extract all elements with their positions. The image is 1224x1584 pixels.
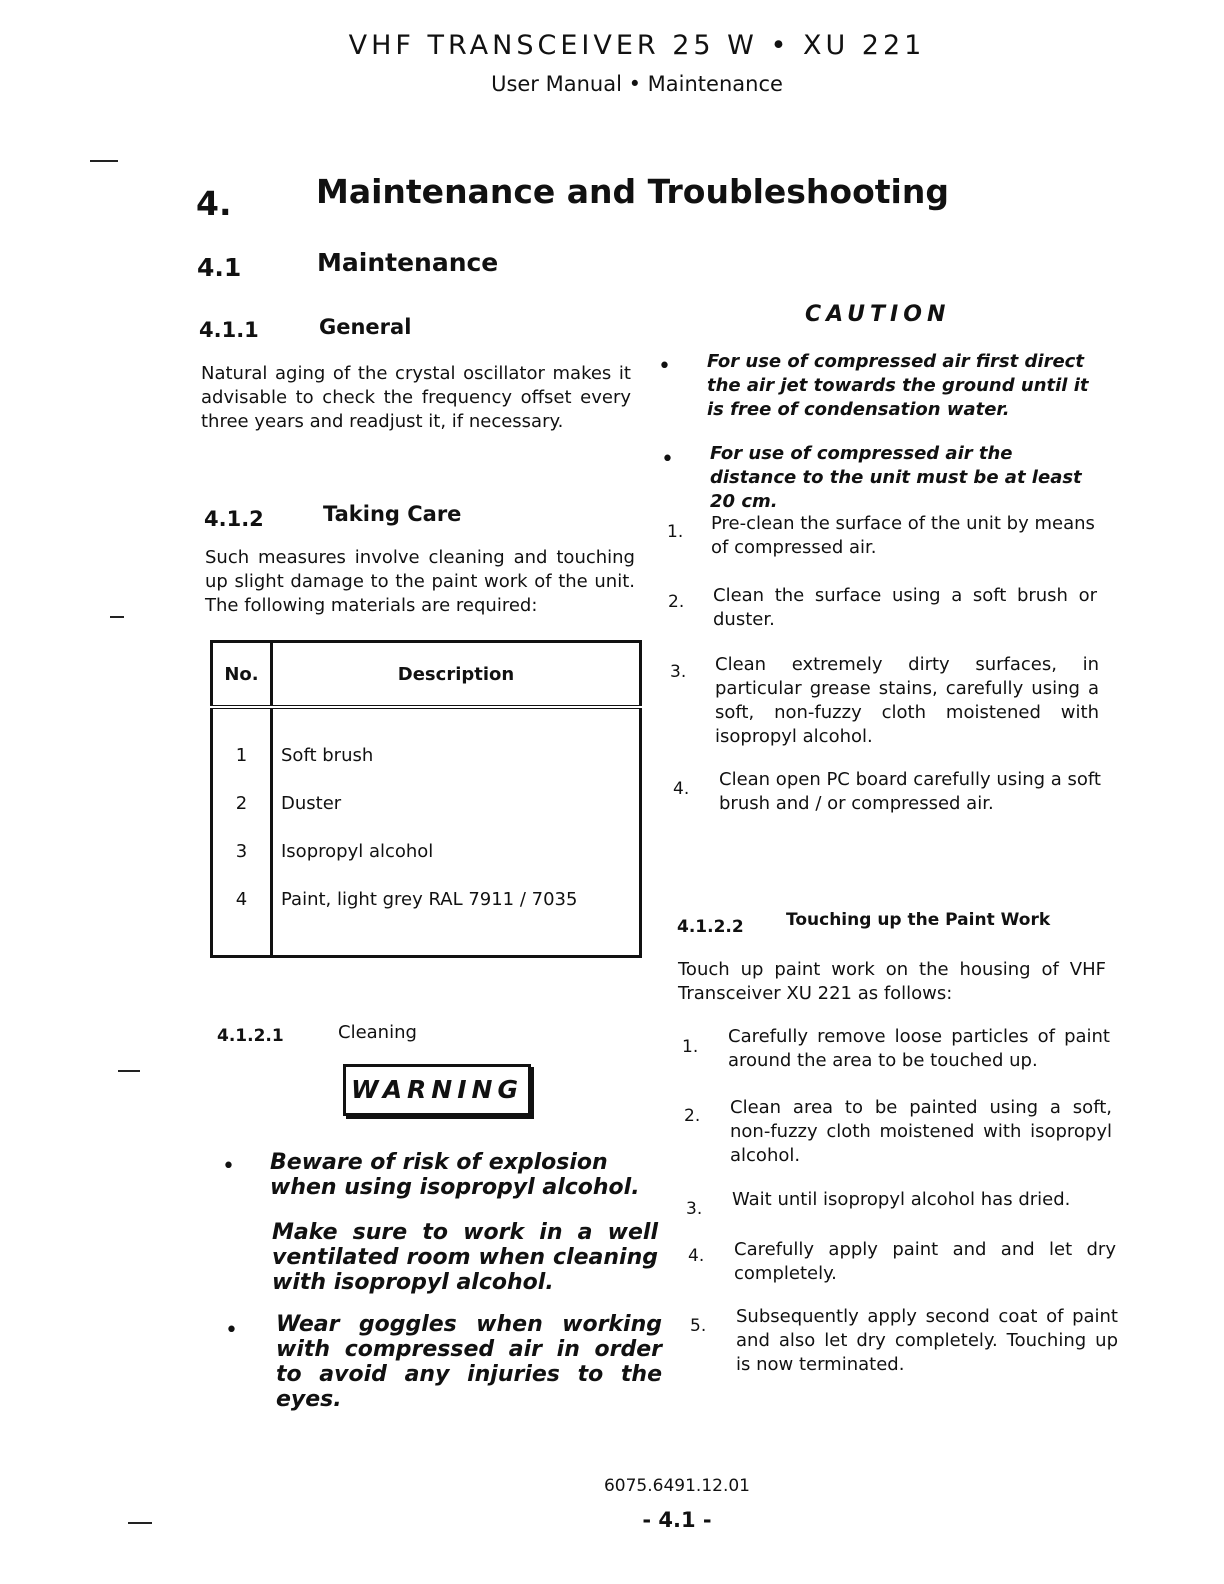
step-number: 1. <box>667 522 684 542</box>
caution-label: CAUTION <box>805 302 951 327</box>
step-number: 4. <box>673 779 690 799</box>
table-cell-description: Soft brush <box>281 744 374 766</box>
step-number: 4. <box>688 1246 705 1266</box>
step-text: Clean extremely dirty surfaces, in particular grease stains, carefully using a soft, non-fuzzy cloth moistened with isopropyl alcohol. <box>715 654 1099 747</box>
warning-bullet: • <box>225 1318 238 1343</box>
table-header-row <box>212 642 641 708</box>
section-title: Maintenance <box>317 248 499 277</box>
document-header-title: VHF TRANSCEIVER 25 W • XU 221 <box>348 30 926 61</box>
step-text: Carefully apply paint and and let dry completely. <box>734 1239 1116 1284</box>
general-text: Natural aging of the crystal oscillator makes it advisable to check the frequency offset every three years and readjust it, if necessary. <box>201 363 631 432</box>
caution-bullet: • <box>658 354 671 379</box>
margin-mark <box>90 160 118 162</box>
step-number: 2. <box>668 592 685 612</box>
warning-bullet: • <box>222 1154 235 1179</box>
table-cell-no: 2 <box>212 779 272 827</box>
general-number: 4.1.1 <box>199 318 259 342</box>
touchup-number: 4.1.2.2 <box>677 917 744 937</box>
touchup-title: Touching up the Paint Work <box>786 910 1051 930</box>
warning-label: WARNING <box>343 1064 531 1116</box>
table-row <box>212 827 641 875</box>
chapter-number: 4. <box>196 184 232 223</box>
step-text: Clean the surface using a soft brush or duster. <box>713 585 1097 630</box>
table-row <box>212 731 641 779</box>
step-text: Carefully remove loose particles of paint around the area to be touched up. <box>728 1026 1110 1071</box>
document-code: 6075.6491.12.01 <box>603 1476 750 1496</box>
warning-text: Beware of risk of explosion when using isopropyl alcohol. <box>270 1150 640 1200</box>
step-text: Pre-clean the surface of the unit by means of compressed air. <box>711 513 1095 558</box>
page-number: - 4.1 - <box>642 1508 712 1532</box>
caution-text: For use of compressed air the distance to the unit must be at least 20 cm. <box>710 443 1082 512</box>
table-header-description: Description <box>272 642 641 708</box>
step-text: Clean area to be painted using a soft, non-fuzzy cloth moistened with isopropyl alcohol. <box>730 1097 1112 1166</box>
taking-care-text: Such measures involve cleaning and touching up slight damage to the paint work of the unit. The following materials are required: <box>205 547 635 616</box>
section-number: 4.1 <box>197 253 242 282</box>
taking-care-number: 4.1.2 <box>204 507 264 531</box>
chapter-title: Maintenance and Troubleshooting <box>316 172 949 211</box>
cleaning-number: 4.1.2.1 <box>217 1026 284 1046</box>
table-row <box>212 779 641 827</box>
margin-mark <box>110 616 124 618</box>
table-cell-no: 4 <box>212 875 272 923</box>
step-number: 3. <box>670 662 687 682</box>
table-cell-no: 3 <box>212 827 272 875</box>
touchup-intro: Touch up paint work on the housing of VHF Transceiver XU 221 as follows: <box>678 959 1106 1004</box>
table-cell-description: Paint, light grey RAL 7911 / 7035 <box>281 888 578 910</box>
table-cell-description: Isopropyl alcohol <box>281 840 434 862</box>
step-number: 1. <box>682 1037 699 1057</box>
warning-text: Wear goggles when working with compressed air in order to avoid any injuries to the eyes. <box>276 1312 662 1412</box>
cleaning-title: Cleaning <box>338 1022 417 1043</box>
step-text: Subsequently apply second coat of paint and also let dry completely. Touching up is now terminated. <box>736 1306 1118 1375</box>
table-header-no: No. <box>212 642 272 708</box>
caution-bullet: • <box>661 447 674 472</box>
document-header-subtitle: User Manual • Maintenance <box>491 72 783 96</box>
table-cell-description: Duster <box>281 792 342 814</box>
margin-mark <box>118 1070 140 1072</box>
general-title: General <box>319 315 412 339</box>
caution-text: For use of compressed air first direct the air jet towards the ground until it is free of condensation water. <box>707 351 1089 420</box>
step-number: 3. <box>686 1199 703 1219</box>
step-text: Clean open PC board carefully using a soft brush and / or compressed air. <box>719 769 1101 814</box>
step-number: 5. <box>690 1316 707 1336</box>
table-cell-no: 1 <box>212 731 272 779</box>
step-text: Wait until isopropyl alcohol has dried. <box>732 1189 1071 1210</box>
warning-text: Make sure to work in a well ventilated room when cleaning with isopropyl alcohol. <box>272 1220 658 1295</box>
taking-care-title: Taking Care <box>323 502 462 526</box>
step-number: 2. <box>684 1106 701 1126</box>
materials-table <box>210 640 642 958</box>
table-row <box>212 875 641 923</box>
